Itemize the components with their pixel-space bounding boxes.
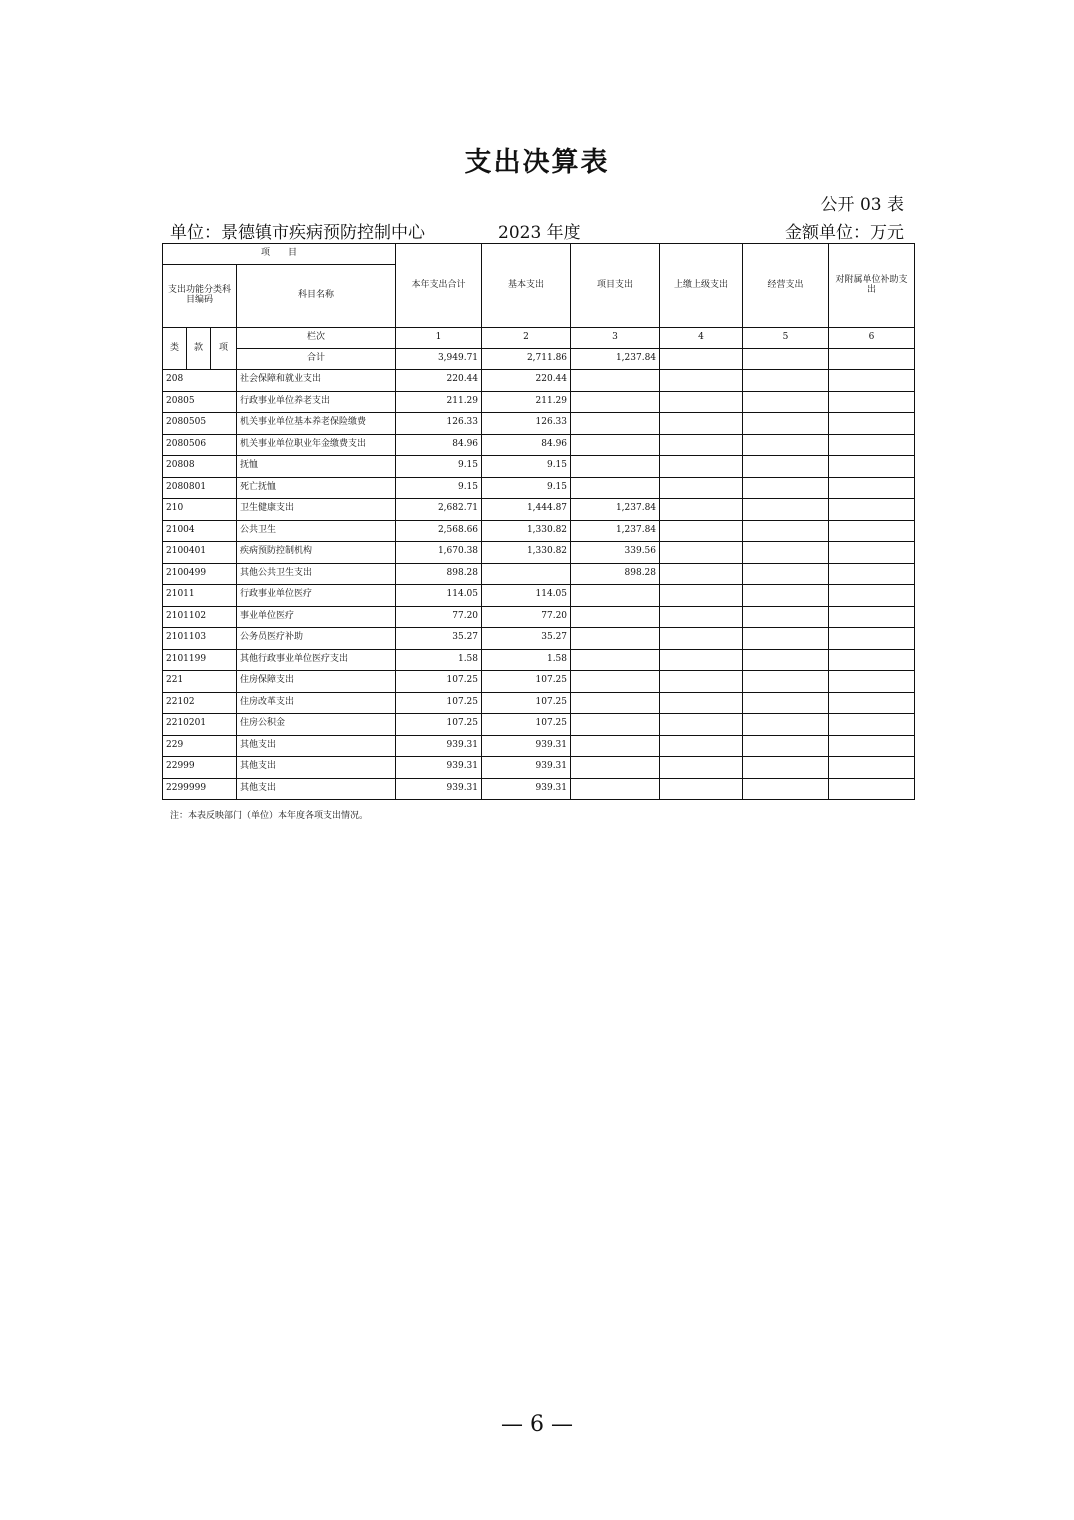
form-number: 公开 03 表 [820,195,904,215]
row-value-col-5 [743,413,829,435]
row-value-col-3 [571,671,660,693]
row-value-col-5 [743,606,829,628]
row-value-col-6 [829,477,915,499]
row-value-col-1: 9.15 [396,477,482,499]
row-value-col-4 [660,520,743,542]
row-value-col-6 [829,370,915,392]
fiscal-year: 2023 年度 [498,223,581,243]
row-code: 22999 [163,757,237,779]
row-value-col-4 [660,628,743,650]
row-value-col-6 [829,649,915,671]
row-value-col-6 [829,391,915,413]
row-value-col-6 [829,671,915,693]
row-value-col-6 [829,778,915,800]
header-col-6: 对附属单位补助支出 [829,244,915,328]
reporting-unit: 单位：景德镇市疾病预防控制中心 [170,223,425,243]
row-value-col-2: 211.29 [482,391,571,413]
row-value-col-3 [571,456,660,478]
footnote: 注：本表反映部门（单位）本年度各项支出情况。 [170,811,369,821]
row-value-col-1: 107.25 [396,714,482,736]
table-row [163,671,915,693]
row-value-col-5 [743,477,829,499]
total-value-4 [660,349,743,370]
row-value-col-6 [829,520,915,542]
header-col-3: 项目支出 [571,244,660,328]
table-row [163,585,915,607]
row-value-col-4 [660,499,743,521]
row-value-col-4 [660,649,743,671]
row-subject-name: 其他支出 [237,778,396,800]
row-value-col-2: 939.31 [482,757,571,779]
row-value-col-3 [571,714,660,736]
row-value-col-2: 939.31 [482,735,571,757]
header-lei: 类 [163,328,187,370]
row-value-col-2: 77.20 [482,606,571,628]
table-row [163,434,915,456]
row-value-col-2 [482,563,571,585]
row-subject-name: 死亡抚恤 [237,477,396,499]
row-value-col-6 [829,413,915,435]
row-value-col-2: 107.25 [482,671,571,693]
page-title: 支出决算表 [464,147,610,178]
page-number: — 6 — [501,1412,573,1437]
row-code: 2080505 [163,413,237,435]
row-value-col-1: 2,568.66 [396,520,482,542]
row-value-col-3: 339.56 [571,542,660,564]
row-value-col-4 [660,692,743,714]
row-value-col-2: 1,444.87 [482,499,571,521]
row-value-col-4 [660,757,743,779]
table-row [163,606,915,628]
row-value-col-3 [571,434,660,456]
row-value-col-1: 220.44 [396,370,482,392]
row-subject-name: 疾病预防控制机构 [237,542,396,564]
table-row [163,563,915,585]
row-value-col-3 [571,606,660,628]
row-value-col-4 [660,778,743,800]
row-subject-name: 公务员医疗补助 [237,628,396,650]
header-subject-name: 科目名称 [237,265,396,328]
col-number-3: 3 [571,328,660,349]
row-value-col-3 [571,370,660,392]
row-subject-name: 行政事业单位医疗 [237,585,396,607]
total-value-2: 2,711.86 [482,349,571,370]
expenditure-table [162,243,915,800]
row-value-col-6 [829,499,915,521]
row-code: 2080801 [163,477,237,499]
row-value-col-2: 1.58 [482,649,571,671]
header-col-5: 经营支出 [743,244,829,328]
row-value-col-1: 2,682.71 [396,499,482,521]
row-value-col-3 [571,628,660,650]
row-value-col-4 [660,735,743,757]
row-subject-name: 其他支出 [237,735,396,757]
row-code: 210 [163,499,237,521]
row-value-col-1: 107.25 [396,671,482,693]
row-value-col-2: 126.33 [482,413,571,435]
col-number-4: 4 [660,328,743,349]
row-value-col-2: 107.25 [482,714,571,736]
row-code: 2100499 [163,563,237,585]
row-value-col-6 [829,456,915,478]
total-label: 合计 [237,349,396,370]
row-value-col-1: 939.31 [396,778,482,800]
row-value-col-6 [829,628,915,650]
row-value-col-1: 107.25 [396,692,482,714]
row-value-col-1: 211.29 [396,391,482,413]
row-code: 2101199 [163,649,237,671]
row-value-col-3 [571,391,660,413]
row-value-col-5 [743,671,829,693]
row-value-col-4 [660,606,743,628]
table-row [163,370,915,392]
row-value-col-2: 35.27 [482,628,571,650]
row-value-col-1: 1.58 [396,649,482,671]
row-value-col-3: 1,237.84 [571,520,660,542]
row-value-col-6 [829,735,915,757]
row-value-col-2: 939.31 [482,778,571,800]
col-number-6: 6 [829,328,915,349]
table-row [163,735,915,757]
row-value-col-2: 1,330.82 [482,520,571,542]
row-value-col-5 [743,520,829,542]
row-value-col-1: 77.20 [396,606,482,628]
row-value-col-1: 9.15 [396,456,482,478]
row-value-col-2: 1,330.82 [482,542,571,564]
row-code: 2299999 [163,778,237,800]
row-code: 2080506 [163,434,237,456]
header-col-2: 基本支出 [482,244,571,328]
row-value-col-3 [571,692,660,714]
row-subject-name: 其他公共卫生支出 [237,563,396,585]
row-code: 208 [163,370,237,392]
table-row [163,542,915,564]
row-value-col-5 [743,714,829,736]
row-subject-name: 事业单位医疗 [237,606,396,628]
row-value-col-5 [743,370,829,392]
row-value-col-6 [829,606,915,628]
row-value-col-4 [660,671,743,693]
row-value-col-2: 114.05 [482,585,571,607]
table-row [163,714,915,736]
row-code: 2210201 [163,714,237,736]
row-value-col-4 [660,434,743,456]
row-value-col-4 [660,391,743,413]
total-value-5 [743,349,829,370]
amount-unit: 金额单位：万元 [785,223,904,243]
row-value-col-3 [571,413,660,435]
row-value-col-1: 126.33 [396,413,482,435]
row-value-col-4 [660,456,743,478]
total-value-1: 3,949.71 [396,349,482,370]
row-value-col-1: 898.28 [396,563,482,585]
row-value-col-5 [743,499,829,521]
row-value-col-1: 1,670.38 [396,542,482,564]
table-row [163,499,915,521]
row-subject-name: 社会保障和就业支出 [237,370,396,392]
row-value-col-1: 939.31 [396,735,482,757]
row-value-col-2: 9.15 [482,456,571,478]
row-code: 221 [163,671,237,693]
row-subject-name: 住房公积金 [237,714,396,736]
row-value-col-6 [829,714,915,736]
header-func-class: 支出功能分类科目编码 [163,265,237,328]
row-code: 22102 [163,692,237,714]
row-value-col-2: 220.44 [482,370,571,392]
row-value-col-2: 9.15 [482,477,571,499]
row-value-col-6 [829,585,915,607]
header-kuan: 款 [187,328,211,370]
row-value-col-5 [743,757,829,779]
row-value-col-4 [660,370,743,392]
row-value-col-3 [571,778,660,800]
row-value-col-5 [743,456,829,478]
row-value-col-3 [571,649,660,671]
header-col-1: 本年支出合计 [396,244,482,328]
row-value-col-3: 898.28 [571,563,660,585]
row-code: 229 [163,735,237,757]
table-row [163,628,915,650]
col-number-1: 1 [396,328,482,349]
table-row [163,649,915,671]
table-row [163,477,915,499]
row-subject-name: 其他支出 [237,757,396,779]
row-subject-name: 抚恤 [237,456,396,478]
row-subject-name: 机关事业单位基本养老保险缴费 [237,413,396,435]
row-value-col-3 [571,757,660,779]
row-subject-name: 行政事业单位养老支出 [237,391,396,413]
total-value-3: 1,237.84 [571,349,660,370]
total-value-6 [829,349,915,370]
row-value-col-5 [743,628,829,650]
row-value-col-4 [660,542,743,564]
row-value-col-3 [571,477,660,499]
row-value-col-5 [743,649,829,671]
row-value-col-1: 114.05 [396,585,482,607]
row-value-col-5 [743,692,829,714]
row-value-col-4 [660,413,743,435]
table-row [163,692,915,714]
table-row [163,778,915,800]
table-body [163,370,915,800]
row-value-col-5 [743,542,829,564]
row-value-col-6 [829,692,915,714]
table-row [163,456,915,478]
row-subject-name: 公共卫生 [237,520,396,542]
row-value-col-6 [829,542,915,564]
row-code: 20805 [163,391,237,413]
row-value-col-2: 107.25 [482,692,571,714]
header-item: 项 目 [163,244,396,265]
header-row-label: 栏次 [237,328,396,349]
table-header [163,244,915,370]
row-value-col-6 [829,434,915,456]
row-subject-name: 其他行政事业单位医疗支出 [237,649,396,671]
row-value-col-3 [571,585,660,607]
row-value-col-3: 1,237.84 [571,499,660,521]
row-value-col-4 [660,563,743,585]
table-row [163,391,915,413]
row-value-col-6 [829,757,915,779]
row-value-col-6 [829,563,915,585]
row-value-col-2: 84.96 [482,434,571,456]
table-row [163,413,915,435]
row-value-col-4 [660,477,743,499]
row-subject-name: 卫生健康支出 [237,499,396,521]
table-row [163,520,915,542]
row-code: 2101102 [163,606,237,628]
row-code: 2100401 [163,542,237,564]
row-value-col-4 [660,585,743,607]
col-number-2: 2 [482,328,571,349]
row-value-col-5 [743,434,829,456]
row-subject-name: 住房改革支出 [237,692,396,714]
header-xiang: 项 [211,328,237,370]
col-number-5: 5 [743,328,829,349]
row-value-col-5 [743,563,829,585]
header-col-4: 上缴上级支出 [660,244,743,328]
row-value-col-5 [743,778,829,800]
table-row [163,757,915,779]
row-value-col-4 [660,714,743,736]
row-value-col-1: 939.31 [396,757,482,779]
row-code: 21004 [163,520,237,542]
row-value-col-5 [743,735,829,757]
row-code: 2101103 [163,628,237,650]
row-code: 21011 [163,585,237,607]
row-value-col-3 [571,735,660,757]
row-value-col-5 [743,585,829,607]
row-code: 20808 [163,456,237,478]
row-subject-name: 机关事业单位职业年金缴费支出 [237,434,396,456]
row-value-col-1: 35.27 [396,628,482,650]
row-subject-name: 住房保障支出 [237,671,396,693]
row-value-col-1: 84.96 [396,434,482,456]
row-value-col-5 [743,391,829,413]
